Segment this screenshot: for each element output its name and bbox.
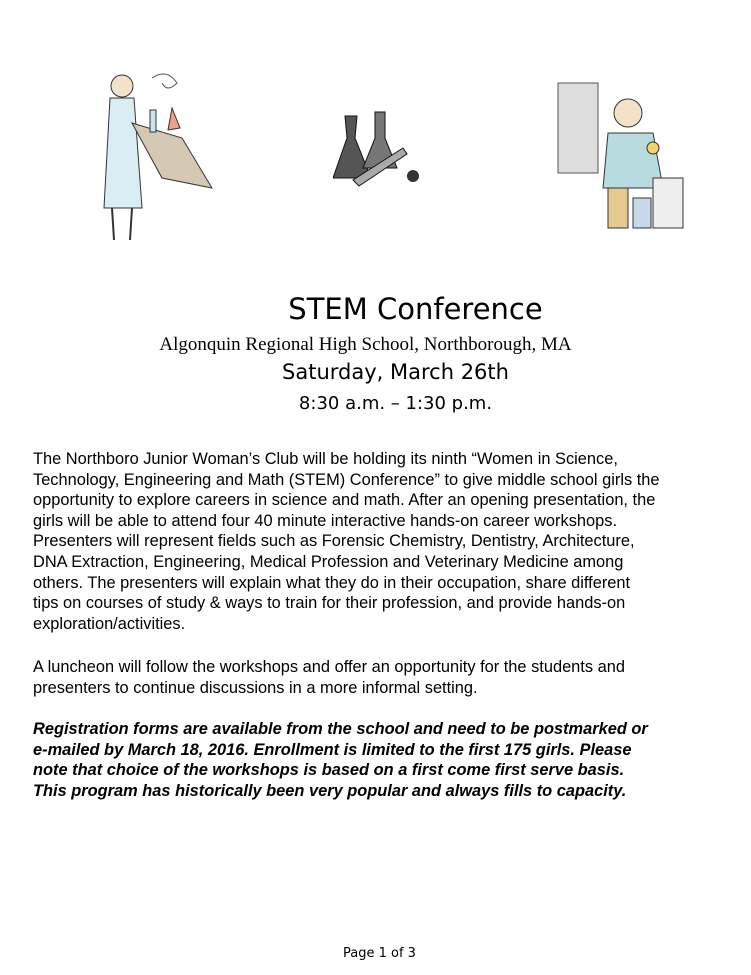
- text-line: others. The presenters will explain what they do in their occupation, share different: [33, 573, 631, 592]
- text-line: Presenters will represent fields such as Forensic Chemistry, Dentistry, Architecture,: [33, 532, 635, 551]
- text-line: e-mailed by March 18, 2016. Enrollment is limited to the first 175 girls. Please: [33, 740, 632, 759]
- text-line: note that choice of the workshops is based on a first come first serve basis.: [33, 761, 625, 780]
- event-date: Saturday, March 26th: [282, 360, 509, 384]
- intro-paragraph: [33, 449, 743, 634]
- text-line: tips on courses of study & ways to train for their profession, and provide hands-on: [33, 594, 626, 613]
- event-venue: Algonquin Regional High School, Northborough, MA: [159, 334, 572, 355]
- page-number: Page 1 of 3: [343, 946, 416, 961]
- lab-flasks-clipart: [333, 108, 425, 193]
- text-line: The Northboro Junior Woman’s Club will be holding its ninth “Women in Science,: [33, 450, 618, 468]
- text-line: opportunity to explore careers in science and math. After an opening presentation, the: [33, 491, 656, 510]
- event-title: STEM Conference: [288, 292, 543, 326]
- text-line: Technology, Engineering and Math (STEM) Conference” to give middle school girls the: [33, 470, 660, 489]
- text-line: DNA Extraction, Engineering, Medical Profession and Veterinary Medicine among: [33, 552, 624, 571]
- text-line: A luncheon will follow the workshops and offer an opportunity for the students and: [33, 658, 625, 676]
- scientist-lab-clipart: [553, 78, 693, 238]
- text-line: This program has historically been very popular and always fills to capacity.: [33, 781, 627, 800]
- registration-paragraph: [33, 719, 743, 801]
- event-time: 8:30 a.m. – 1:30 p.m.: [298, 393, 493, 414]
- text-line: Registration forms are available from the school and need to be postmarked or: [33, 720, 648, 738]
- text-line: presenters to continue discussions in a more informal setting.: [33, 678, 478, 697]
- luncheon-paragraph: [33, 657, 743, 698]
- text-line: exploration/activities.: [33, 614, 186, 633]
- text-line: girls will be able to attend four 40 minute interactive hands-on career workshops.: [33, 511, 617, 530]
- scientist-woman-clipart: [92, 68, 222, 248]
